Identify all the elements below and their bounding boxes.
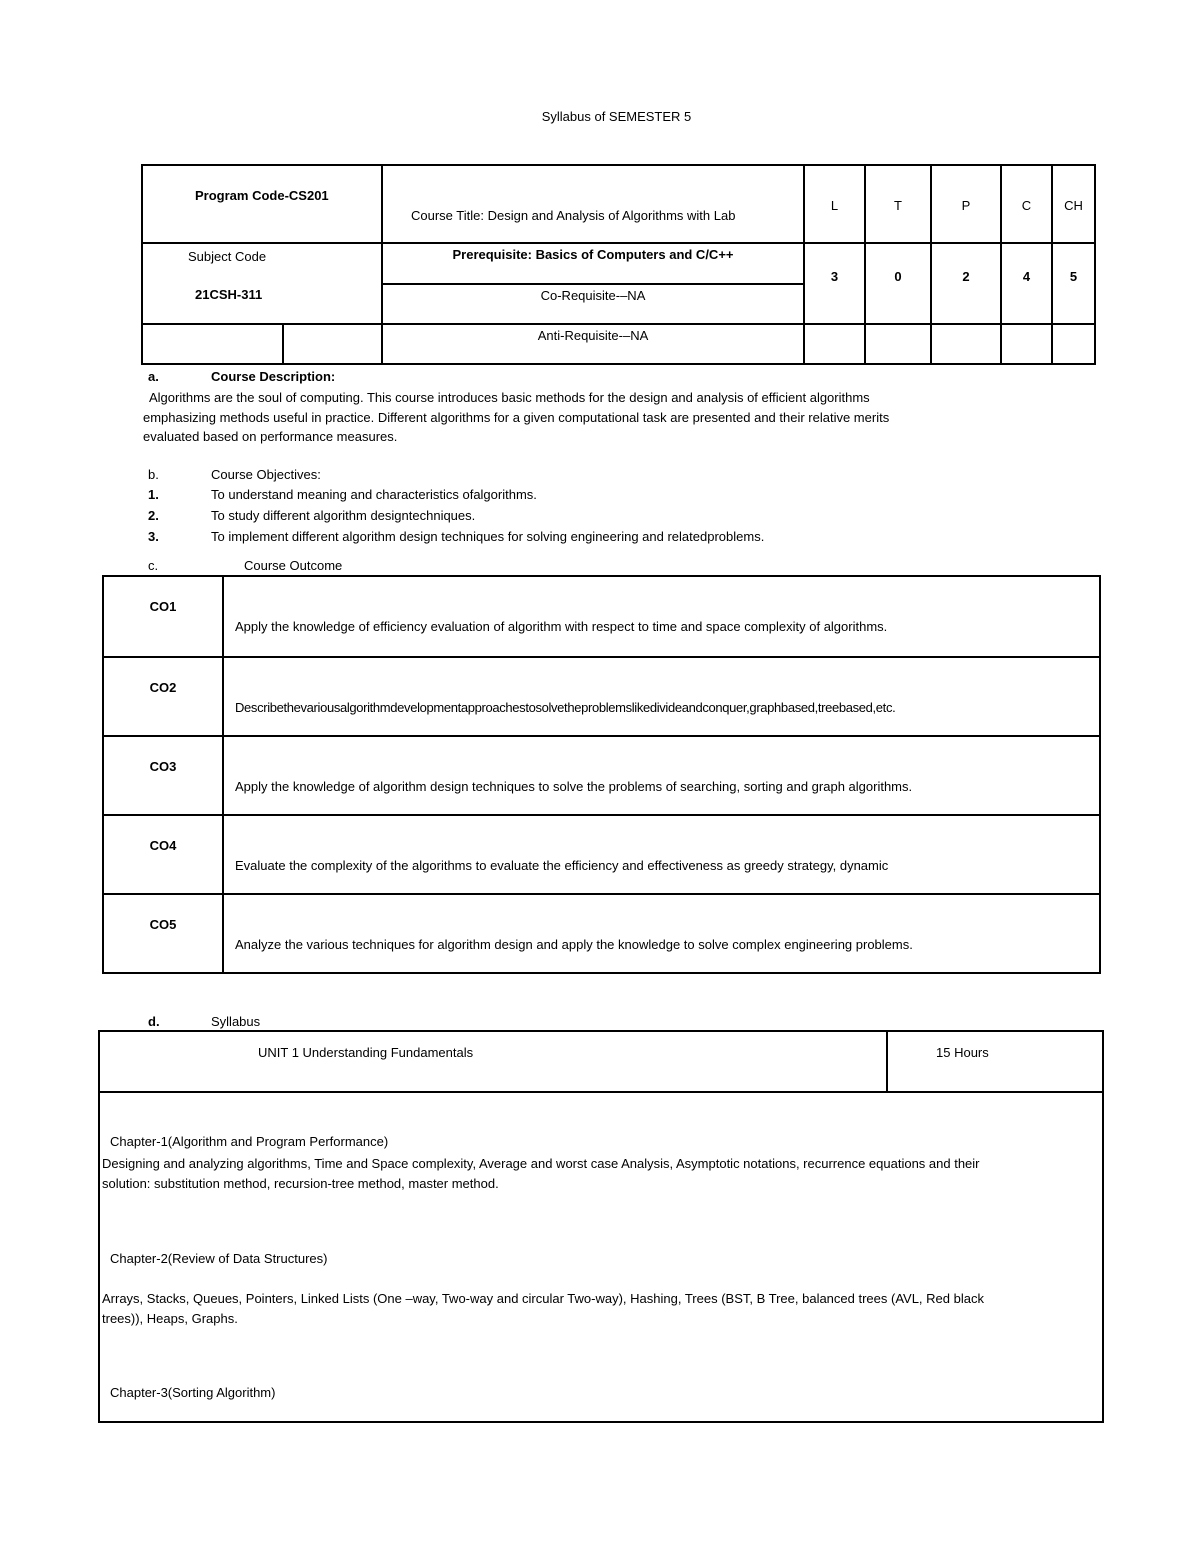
outcome-id: CO5 (104, 895, 224, 972)
credit-header-p: P (961, 198, 971, 213)
subject-code: 21CSH-311 (195, 287, 263, 302)
credit-value-p: 2 (962, 269, 970, 284)
description-marker: a. (148, 369, 159, 384)
description-heading: Course Description: (211, 369, 336, 384)
chapter-text (102, 1289, 1092, 1329)
outcome-text: Analyze the various techniques for algorithm design and apply the knowledge to solve complex engineering problems. (235, 937, 913, 952)
prerequisite: Prerequisite: Basics of Computers and C/C++ (452, 247, 734, 262)
objectives-marker: b. (148, 467, 159, 482)
table-row (104, 735, 1099, 814)
outcome-text: Apply the knowledge of efficiency evaluation of algorithm with respect to time and space complexity of algorithms. (235, 619, 888, 634)
subject-code-label: Subject Code (188, 249, 267, 264)
unit-hours: 15 Hours (936, 1045, 989, 1060)
chapter-text-line: trees)), Heaps, Graphs. (102, 1311, 238, 1326)
description-line: evaluated based on performance measures. (143, 429, 398, 444)
credit-value-t: 0 (894, 269, 902, 284)
co-requisite: Co-Requisite-–NA (540, 288, 646, 303)
outcome-text: Describethevariousalgorithmdevelopmentapproachestosolvetheproblemslikedivideandconquer,graphbased,treebased,etc. (235, 700, 896, 715)
objective-number: 2. (148, 508, 159, 523)
credit-value-l: 3 (830, 269, 839, 284)
objective-text: To study different algorithm designtechniques. (211, 508, 476, 523)
outcome-id: CO3 (104, 737, 224, 814)
course-title: Course Title: Design and Analysis of Algorithms with Lab (411, 208, 736, 223)
credit-header-c: C (1021, 198, 1032, 213)
chapter-text-line: solution: substitution method, recursion-tree method, master method. (102, 1176, 499, 1191)
objective-text: To understand meaning and characteristics ofalgorithms. (211, 487, 537, 502)
course-outcome-table (102, 575, 1101, 974)
credit-value-c: 4 (1022, 269, 1031, 284)
outcome-heading: Course Outcome (244, 558, 343, 573)
outcome-marker: c. (148, 558, 159, 573)
chapter-text-line: Arrays, Stacks, Queues, Pointers, Linked Lists (One –way, Two-way and circular Two-way), Hashing, Trees (BST, B Tree, balanced trees (AVL, Red black (102, 1291, 984, 1306)
outcome-text: Apply the knowledge of algorithm design techniques to solve the problems of searching, sorting and graph algorithms. (235, 779, 913, 794)
chapter-title: Chapter-3(Sorting Algorithm) (110, 1385, 276, 1400)
credit-value-ch: 5 (1069, 269, 1078, 284)
outcome-id: CO1 (104, 577, 224, 656)
credit-header-ch: CH (1064, 198, 1083, 213)
outcome-text: Evaluate the complexity of the algorithms to evaluate the efficiency and effectiveness as greedy strategy, dynamic (235, 858, 889, 873)
syllabus-table (98, 1030, 1104, 1423)
table-row (104, 577, 1099, 656)
unit-header-row (100, 1032, 1102, 1093)
description-line: emphasizing methods useful in practice. Different algorithms for a given computational task are presented and their relative merits (143, 409, 890, 425)
anti-requisite: Anti-Requisite-–NA (537, 328, 649, 343)
outcome-id: CO4 (104, 816, 224, 893)
chapter-text-line: Designing and analyzing algorithms, Time and Space complexity, Average and worst case Analysis, Asymptotic notations, recurrence equations and their (102, 1156, 980, 1171)
description-line: Algorithms are the soul of computing. This course introduces basic methods for the design and analysis of efficient algorithms (149, 390, 870, 405)
program-code: Program Code-CS201 (195, 188, 329, 203)
credit-header-t: T (894, 198, 902, 213)
description-paragraph (143, 388, 1003, 447)
course-header-table (141, 164, 1096, 365)
objective-number: 1. (148, 487, 159, 502)
chapter-title: Chapter-1(Algorithm and Program Performance) (110, 1134, 389, 1149)
table-row (104, 814, 1099, 893)
chapter-title: Chapter-2(Review of Data Structures) (110, 1251, 328, 1266)
syllabus-heading: Syllabus (211, 1014, 261, 1029)
objective-number: 3. (148, 529, 159, 544)
credit-header-l: L (830, 198, 839, 213)
table-row (104, 656, 1099, 735)
objective-text: To implement different algorithm design techniques for solving engineering and relatedproblems. (211, 529, 765, 544)
table-row (104, 893, 1099, 972)
unit-title: UNIT 1 Understanding Fundamentals (258, 1045, 474, 1060)
objectives-heading: Course Objectives: (211, 467, 321, 482)
outcome-id: CO2 (104, 658, 224, 735)
syllabus-marker: d. (148, 1014, 160, 1029)
page-title: Syllabus of SEMESTER 5 (541, 109, 692, 124)
chapter-text (102, 1154, 1092, 1194)
